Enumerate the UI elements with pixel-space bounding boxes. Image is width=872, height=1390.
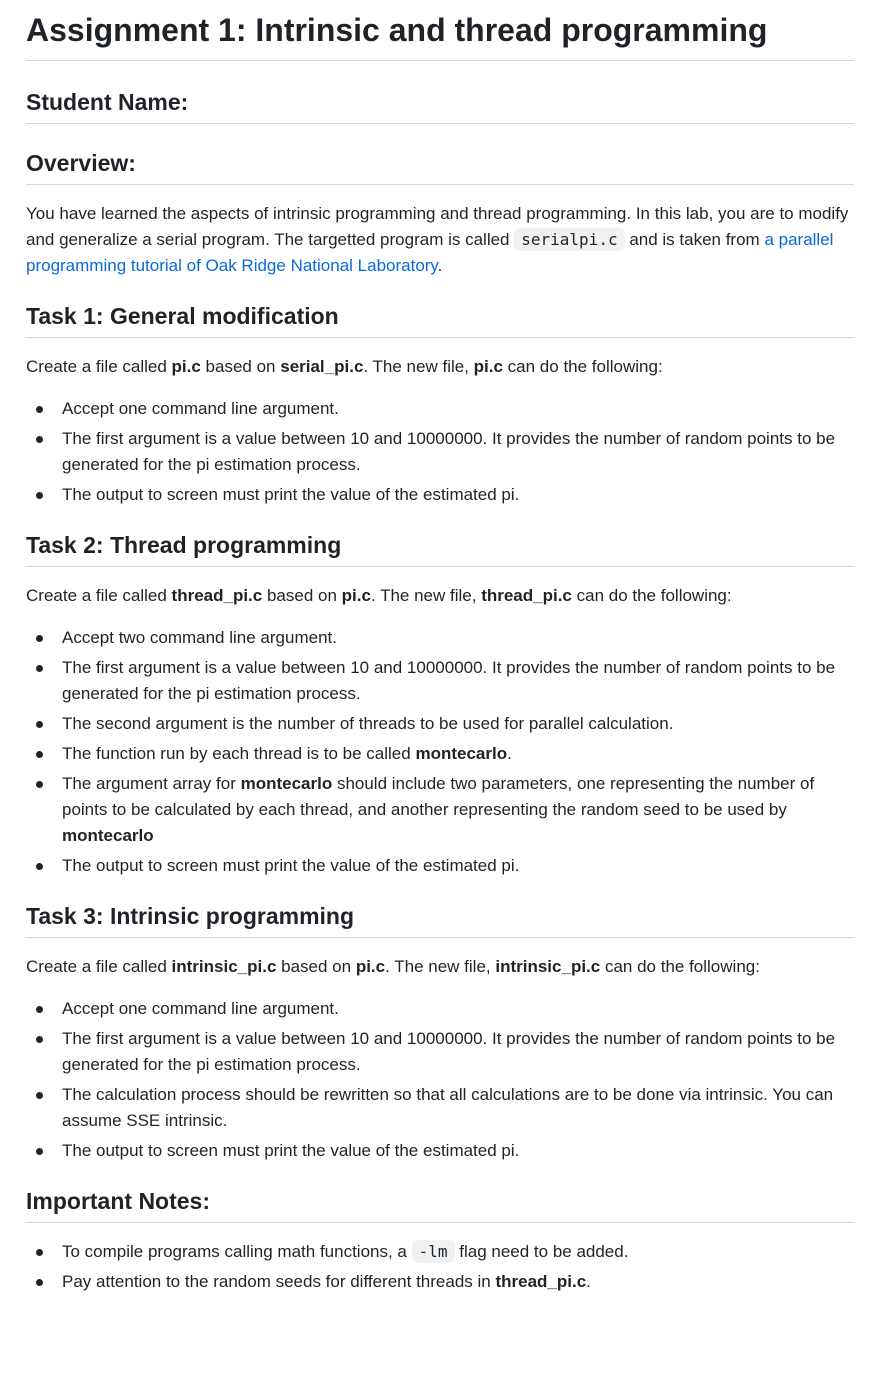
item-text: Pay attention to the random seeds for different threads in <box>62 1272 496 1291</box>
overview-text: You have learned the aspects of intrinsic programming and thread programming. In this lab, you are to modify and generalize a serial program. The targetted program is called <box>26 204 849 249</box>
list-item: The calculation process should be rewritten so that all calculations are to be done via intrinsic. You can assume SSE intrinsic. <box>62 1082 854 1134</box>
file-name: pi.c <box>171 357 201 376</box>
page-title: Assignment 1: Intrinsic and thread programming <box>26 0 854 61</box>
list-item: Accept two command line argument. <box>62 625 854 651</box>
task2-intro-text: Create a file called <box>26 586 172 605</box>
item-text: The argument array for <box>62 774 241 793</box>
list-item <box>62 1239 854 1265</box>
task1-intro-text: . The new file, <box>363 357 474 376</box>
list-item: The output to screen must print the value of the estimated pi. <box>62 482 854 508</box>
file-name: intrinsic_pi.c <box>171 957 277 976</box>
task1-intro <box>26 354 854 380</box>
task3-intro-text: can do the following: <box>600 957 760 976</box>
task2-intro-text: based on <box>262 586 342 605</box>
list-item: The first argument is a value between 10 and 10000000. It provides the number of random points to be generated for the pi estimation process. <box>62 1026 854 1078</box>
task2-intro-text: . The new file, <box>370 586 482 605</box>
task2-heading: Task 2: Thread programming <box>26 530 854 567</box>
task1-heading: Task 1: General modification <box>26 301 854 338</box>
file-name: thread_pi.c <box>171 586 263 605</box>
function-name: montecarlo <box>62 826 154 845</box>
lm-flag-code: -lm <box>412 1240 455 1263</box>
list-item <box>62 1269 854 1295</box>
list-item <box>62 771 854 849</box>
item-text: To compile programs calling math functions, a <box>62 1242 412 1261</box>
task1-intro-text: can do the following: <box>502 357 663 376</box>
task3-intro-text: Create a file called <box>26 957 172 976</box>
file-name: serial_pi.c <box>280 357 364 376</box>
task2-intro <box>26 583 854 609</box>
task3-heading: Task 3: Intrinsic programming <box>26 901 854 938</box>
list-item <box>62 741 854 767</box>
overview-paragraph <box>26 201 854 279</box>
file-name: intrinsic_pi.c <box>495 957 601 976</box>
function-name: montecarlo <box>415 744 508 763</box>
task1-list <box>26 396 854 508</box>
file-name: thread_pi.c <box>481 586 572 605</box>
list-item: The first argument is a value between 10 and 10000000. It provides the number of random points to be generated for the pi estimation process. <box>62 426 854 478</box>
task3-intro-text: . The new file, <box>385 957 496 976</box>
list-item: The first argument is a value between 10 and 10000000. It provides the number of random points to be generated for the pi estimation process. <box>62 655 854 707</box>
list-item: The output to screen must print the value of the estimated pi. <box>62 853 854 879</box>
item-text: . <box>586 1272 591 1291</box>
list-item: Accept one command line argument. <box>62 996 854 1022</box>
overview-heading: Overview: <box>26 148 854 185</box>
list-item: The second argument is the number of threads to be used for parallel calculation. <box>62 711 854 737</box>
notes-heading: Important Notes: <box>26 1186 854 1223</box>
student-name-heading: Student Name: <box>26 87 854 124</box>
file-name: pi.c <box>341 586 371 605</box>
task2-intro-text: can do the following: <box>571 586 732 605</box>
list-item: The output to screen must print the value of the estimated pi. <box>62 1138 854 1164</box>
file-name: pi.c <box>473 357 503 376</box>
task3-intro <box>26 954 854 980</box>
item-text: The function run by each thread is to be called <box>62 744 416 763</box>
item-text: flag need to be added. <box>454 1242 629 1261</box>
overview-text-2: and is taken from <box>629 230 760 249</box>
file-name: thread_pi.c <box>495 1272 587 1291</box>
function-name: montecarlo <box>240 774 333 793</box>
task1-intro-text: Create a file called <box>26 357 172 376</box>
task3-intro-text: based on <box>276 957 356 976</box>
ornl-tutorial-link[interactable]: a parallel programming tutorial of Oak Ridge National Laboratory <box>26 230 834 275</box>
serialpi-code: serialpi.c <box>514 228 624 251</box>
item-text: . <box>507 744 512 763</box>
item-text: should include two parameters, one representing the number of points to be calculated by each thread, and another representing the random seed to be used by <box>62 774 815 819</box>
task3-list <box>26 996 854 1164</box>
file-name: pi.c <box>355 957 386 976</box>
list-item: Accept one command line argument. <box>62 396 854 422</box>
overview-period: . <box>437 256 443 275</box>
task1-intro-text: based on <box>200 357 281 376</box>
notes-list <box>26 1239 854 1295</box>
task2-list <box>26 625 854 879</box>
